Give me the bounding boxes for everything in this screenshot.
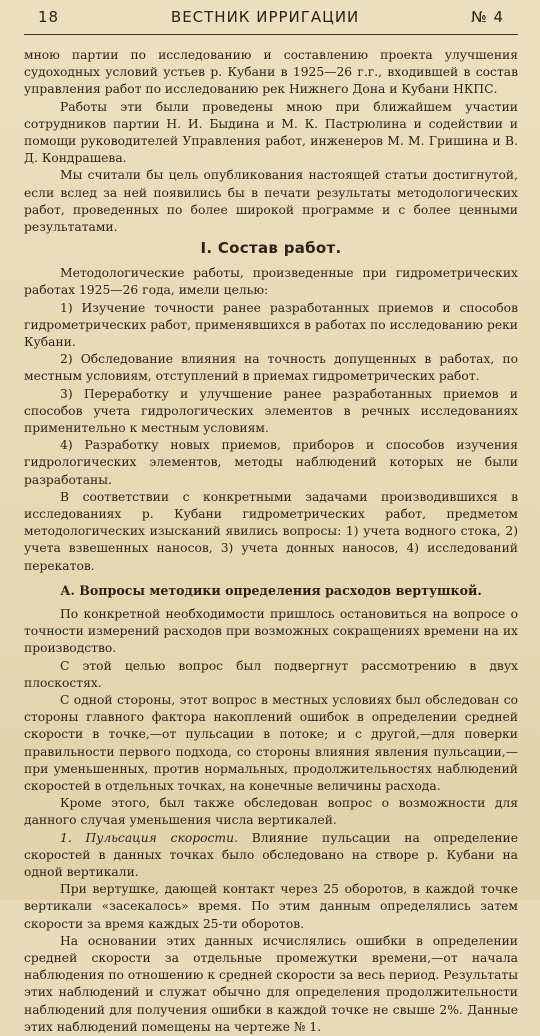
list-item: 1) Изучение точности ранее разработанных приемов и способов гидрометрических работ, применявшихся в работах по исследованию реки Кубани.	[24, 300, 518, 350]
body-paragraph: С одной стороны, этот вопрос в местных условиях был обследован со стороны главного фактора накоплений ошибок в определении средней скорости в точке,—от пульсации в потоке; и с другой,—для поверки правильности первого подхода, со стороны влияния явления пульсации,—при уменьшенных, против нормальных, продолжительностях наблюдений скоростей в отдельных точках, на конечные величины расхода.	[24, 692, 518, 793]
list-item: 2) Обследование влияния на точность допущенных в работах, по местным условиям, отступлений в приемах гидрометрических работ.	[24, 352, 518, 384]
intro-paragraph: Мы считали бы цель опубликования настоящей статьи достигнутой, если вслед за ней появились бы в печати результаты методологических работ, проведенных по более широкой программе и с более ценными результатами.	[24, 168, 518, 235]
journal-title: ВЕСТНИК ИРРИГАЦИИ	[170, 8, 360, 26]
body-paragraph: В соответствии с конкретными задачами производившихся в исследованиях р. Кубани гидрометрических работ, предметом методологических изысканий явились вопросы: 1) учета водного стока, 2) учета взвешенных наносов, 3) учета донных наносов, 4) исследований перекатов.	[24, 489, 518, 573]
section-heading: I. Состав работ.	[200, 239, 342, 258]
body-paragraph: На основании этих данных исчислялись ошибки в определении средней скорости за отдельные промежутки времени,—от начала наблюдения по отношению к средней скорости за весь период. Результаты этих наблюдений и служат обычно для определения продолжительности наблюдений для получения ошибки в каждой точке не свыше 2%. Данные этих наблюдений помещены на чертеже № 1.	[24, 933, 518, 1034]
body-paragraph: Кроме этого, был также обследован вопрос о возможности для данного случая уменьшения числа вертикалей.	[24, 796, 518, 828]
intro-paragraph: Работы эти были проведены мною при ближайшем участии сотрудников партии Н. И. Быдина и М. К. Пастрюлина и содействии и помощи руководителей Управления работ, инженеров М. М. Гришина и В. Д. Кондрашева.	[24, 99, 518, 166]
body-paragraph: С этой целью вопрос был подвергнут рассмотрению в двух плоскостях.	[24, 658, 518, 690]
running-head	[24, 8, 518, 32]
subsection-heading: А. Вопросы методики определения расходов вертушкой.	[60, 582, 482, 598]
inline-text: Влияние пульсации на определение скоростей в данных точках было обследовано на створе р. Кубани на одной вертикали.	[24, 830, 518, 879]
body-paragraph: Методологические работы, произведенные при гидрометрических работах 1925—26 года, имели целью:	[24, 266, 518, 298]
inline-heading: 1. Пульсация скорости.	[60, 830, 238, 845]
list-item: 3) Переработку и улучшение ранее разработанных приемов и способов учета гидрологических элементов в речных исследованиях применительно к местным условиям.	[24, 386, 518, 436]
body-paragraph: По конкретной необходимости пришлось остановиться на вопросе о точности измерений расходов при возможных сокращениях времени на их производство.	[24, 606, 518, 656]
list-item: 4) Разработку новых приемов, приборов и способов изучения гидрологических элементов, методы наблюдений которых не были разработаны.	[24, 438, 518, 487]
intro-paragraph: мною партии по исследованию и составлению проекта улучшения судоходных условий устьев р. Кубани в 1925—26 г.г., входившей в состав управления работ по исследованию рек Нижнего Дона и Кубани НКПС.	[24, 48, 518, 97]
page-number: 18	[38, 8, 60, 26]
issue-number: № 4	[471, 8, 504, 26]
header-rule	[24, 34, 518, 35]
body-paragraph	[24, 830, 518, 882]
body-paragraph: При вертушке, дающей контакт через 25 оборотов, в каждой точке вертикали «засекалось» время. По этим данным определялись затем скорости за время каждых 25-ти оборотов.	[24, 882, 518, 931]
